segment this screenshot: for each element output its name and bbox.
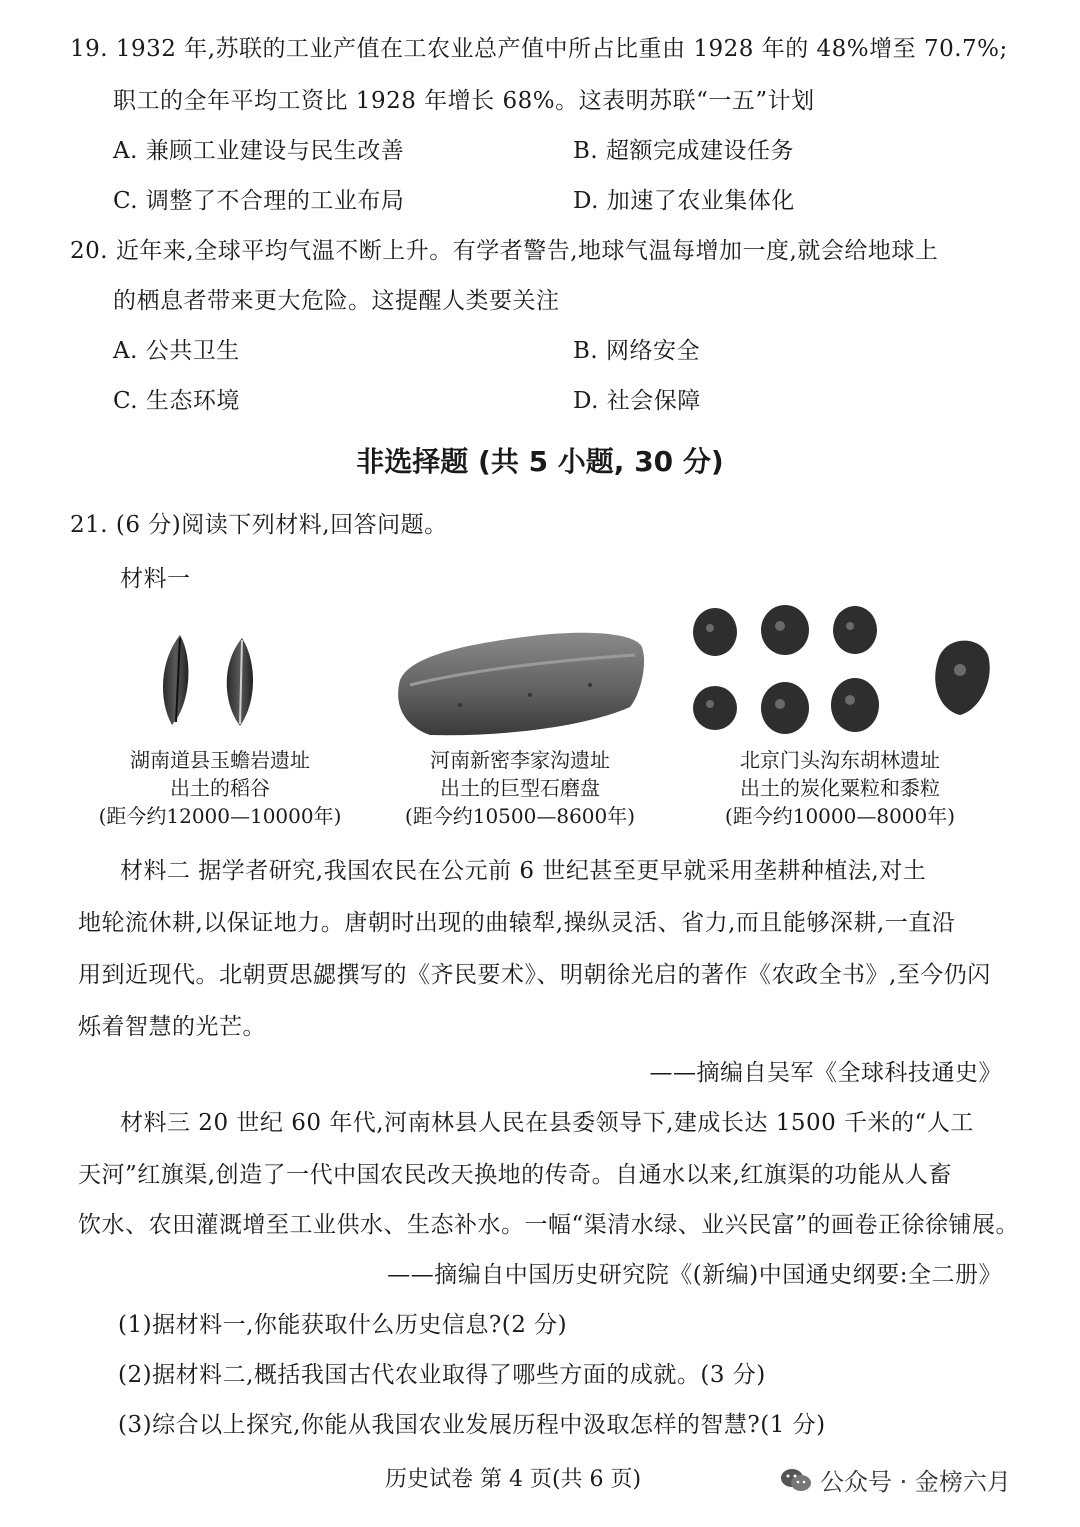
caption-millet — [710, 746, 970, 830]
caption-rice-line1: 湖南道县玉蟾岩遗址 — [130, 748, 310, 772]
caption-rice-line2: 出土的稻谷 — [170, 776, 270, 800]
q19-option-b: B. 超额完成建设任务 — [573, 138, 795, 164]
q19-option-a: A. 兼顾工业建设与民生改善 — [113, 138, 405, 164]
material2-source: ——摘编自吴军《全球科技通史》 — [649, 1060, 1002, 1086]
carbonized-millet-photo — [680, 600, 1000, 745]
q20-option-b: B. 网络安全 — [573, 338, 701, 364]
watermark-text: 公众号 · 金榜六月 — [820, 1468, 1011, 1496]
material3-line3: 饮水、农田灌溉增至工业供水、生态补水。一幅“渠清水绿、业兴民富”的画卷正徐徐铺展。 — [78, 1212, 1020, 1238]
caption-millstone — [390, 746, 650, 830]
caption-millstone-line3: (距今约10500—8600年) — [404, 804, 636, 828]
caption-rice — [90, 746, 350, 830]
q21-sub3: (3)综合以上探究,你能从我国农业发展历程中汲取怎样的智慧?(1 分) — [118, 1412, 826, 1438]
q19-option-c: C. 调整了不合理的工业布局 — [113, 188, 405, 214]
caption-millet-line3: (距今约10000—8000年) — [724, 804, 956, 828]
q19-stem-line1: 19. 1932 年,苏联的工业产值在工农业总产值中所占比重由 1928 年的 48%增至 70.7%; — [70, 36, 1008, 62]
material1-label: 材料一 — [120, 566, 191, 592]
q20-option-d: D. 社会保障 — [573, 388, 701, 414]
q20-option-c: C. 生态环境 — [113, 388, 240, 414]
material3-source: ——摘编自中国历史研究院《(新编)中国通史纲要:全二册》 — [387, 1262, 1002, 1288]
material3-line1: 材料三 20 世纪 60 年代,河南林县人民在县委领导下,建成长达 1500 千米的“人工 — [120, 1110, 974, 1136]
caption-rice-line3: (距今约12000—10000年) — [98, 804, 342, 828]
wechat-icon — [780, 1468, 812, 1492]
q20-stem-line2: 的栖息者带来更大危险。这提醒人类要关注 — [113, 288, 560, 314]
watermark — [780, 1462, 1011, 1497]
material2-line3: 用到近现代。北朝贾思勰撰写的《齐民要术》、明朝徐光启的著作《农政全书》,至今仍闪 — [78, 962, 991, 988]
caption-millet-line1: 北京门头沟东胡林遗址 — [740, 748, 940, 772]
material2-line1: 材料二 据学者研究,我国农民在公元前 6 世纪甚至更早就采用垄耕种植法,对土 — [120, 858, 927, 884]
q21-intro: 21. (6 分)阅读下列材料,回答问题。 — [70, 512, 448, 538]
stone-millstone-photo — [390, 625, 650, 745]
q19-option-d: D. 加速了农业集体化 — [573, 188, 795, 214]
material2-line2: 地轮流休耕,以保证地力。唐朝时出现的曲辕犁,操纵灵活、省力,而且能够深耕,一直沿 — [78, 910, 956, 936]
section-title: 非选择题 (共 5 小题, 30 分) — [356, 445, 724, 478]
q19-stem-line2: 职工的全年平均工资比 1928 年增长 68%。这表明苏联“一五”计划 — [113, 88, 815, 114]
q20-option-a: A. 公共卫生 — [113, 338, 240, 364]
q21-sub1: (1)据材料一,你能获取什么历史信息?(2 分) — [118, 1312, 568, 1338]
rice-grain-photo — [150, 630, 280, 730]
material2-line4: 烁着智慧的光芒。 — [78, 1014, 266, 1040]
page-footer: 历史试卷 第 4 页(共 6 页) — [385, 1467, 642, 1492]
q21-sub2: (2)据材料二,概括我国古代农业取得了哪些方面的成就。(3 分) — [118, 1362, 766, 1388]
caption-millstone-line1: 河南新密李家沟遗址 — [430, 748, 610, 772]
caption-millet-line2: 出土的炭化粟粒和黍粒 — [740, 776, 940, 800]
q20-stem-line1: 20. 近年来,全球平均气温不断上升。有学者警告,地球气温每增加一度,就会给地球上 — [70, 238, 939, 264]
material3-line2: 天河”红旗渠,创造了一代中国农民改天换地的传奇。自通水以来,红旗渠的功能从人畜 — [78, 1162, 952, 1188]
caption-millstone-line2: 出土的巨型石磨盘 — [440, 776, 600, 800]
